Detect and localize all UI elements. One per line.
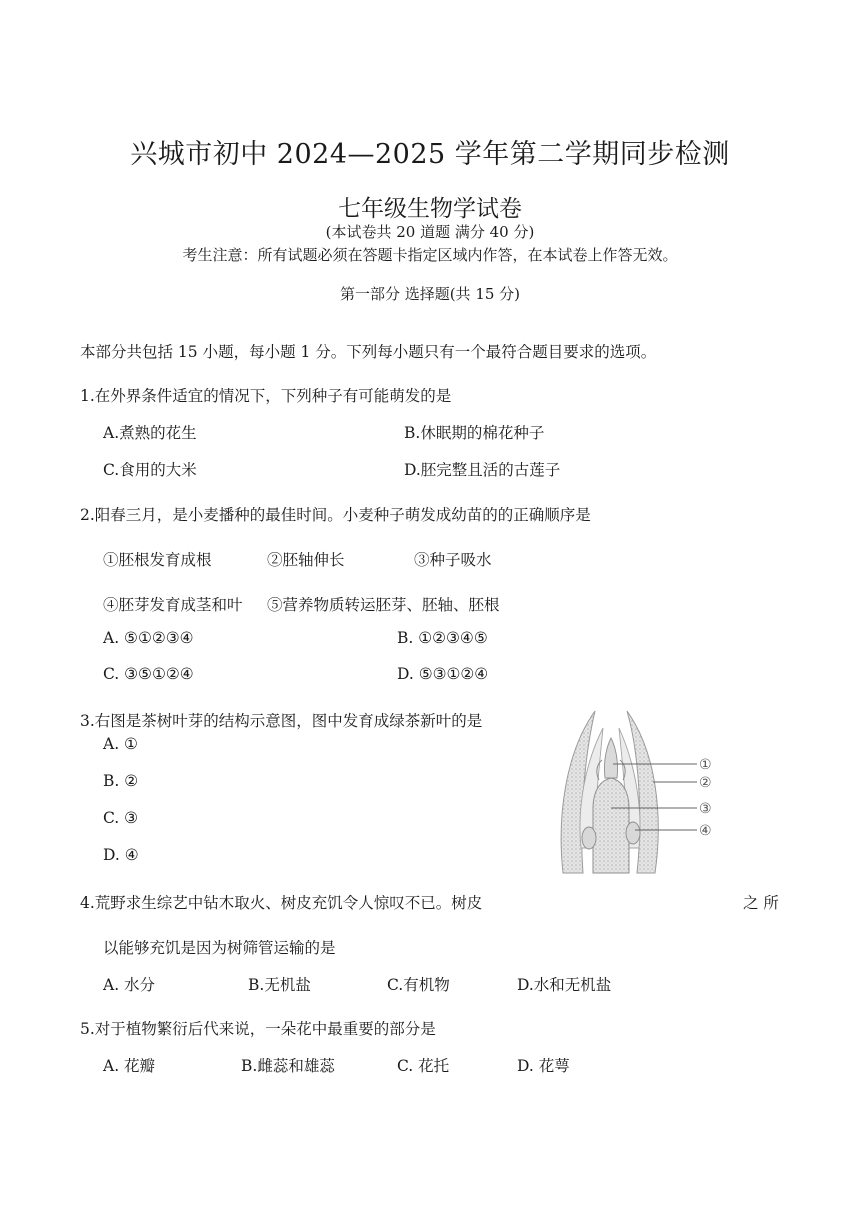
question-1-option-c: C.食用的大米 <box>103 461 197 479</box>
question-5-stem: 5.对于植物繁衍后代来说，一朵花中最重要的部分是 <box>80 1020 436 1038</box>
question-5-option-c: C. 花托 <box>397 1057 450 1075</box>
leaf-bud-diagram <box>555 708 725 878</box>
part-heading: 第一部分 选择题(共 15 分) <box>339 285 521 303</box>
question-1-stem: 1.在外界条件适宜的情况下，下列种子有可能萌发的是 <box>80 387 452 405</box>
exam-title: 兴城市初中 2024—2025 学年第二学期同步检测 <box>130 139 730 170</box>
question-4-stem-part-1: 4.荒野求生综艺中钻木取火、树皮充饥令人惊叹不已。树皮 <box>80 894 483 912</box>
question-2-step-2: ②胚轴伸长 <box>267 551 345 569</box>
question-2-step-4: ④胚芽发育成茎和叶 <box>103 596 243 614</box>
exam-notice: 考生注意：所有试题必须在答题卡指定区域内作答，在本试卷上作答无效。 <box>182 246 678 264</box>
question-4-option-a: A. 水分 <box>103 976 156 994</box>
question-1-option-a: A.煮熟的花生 <box>103 424 197 442</box>
question-3-stem: 3.右图是茶树叶芽的结构示意图，图中发育成绿茶新叶的是 <box>80 712 483 730</box>
question-2-option-a: A. ⑤①②③④ <box>103 629 194 647</box>
figure-label-3: ③ <box>699 801 712 817</box>
question-4-option-d: D.水和无机盐 <box>517 976 612 994</box>
question-4-option-c: C.有机物 <box>387 976 450 994</box>
question-5-option-a: A. 花瓣 <box>103 1057 156 1075</box>
figure-label-4: ④ <box>699 823 712 839</box>
figure-label-2: ② <box>699 775 712 791</box>
exam-info: (本试卷共 20 道题 满分 40 分) <box>325 223 535 241</box>
question-5-option-b: B.雌蕊和雄蕊 <box>241 1057 335 1075</box>
question-2-step-1: ①胚根发育成根 <box>103 551 212 569</box>
question-4-stem-part-2: 之 所 <box>743 894 779 912</box>
question-4-option-b: B.无机盐 <box>248 976 311 994</box>
question-3-option-d: D. ④ <box>103 846 139 864</box>
question-3-option-a: A. ① <box>103 735 138 753</box>
question-2-option-d: D. ⑤③①②④ <box>397 665 489 683</box>
question-2-step-3: ③种子吸水 <box>414 551 492 569</box>
question-3-option-c: C. ③ <box>103 809 139 827</box>
figure-label-1: ① <box>699 757 712 773</box>
question-2-option-c: C. ③⑤①②④ <box>103 665 194 683</box>
question-4-stem-part-3: 以能够充饥是因为树筛管运输的是 <box>103 939 336 957</box>
question-2-stem: 2.阳春三月，是小麦播种的最佳时间。小麦种子萌发成幼苗的的正确顺序是 <box>80 506 591 524</box>
section-instructions: 本部分共包括 15 小题，每小题 1 分。下列每小题只有一个最符合题目要求的选项。 <box>80 343 657 361</box>
question-1-option-d: D.胚完整且活的古莲子 <box>404 461 561 479</box>
question-2-option-b: B. ①②③④⑤ <box>397 629 488 647</box>
question-5-option-d: D. 花萼 <box>517 1057 570 1075</box>
question-2-step-5: ⑤营养物质转运胚芽、胚轴、胚根 <box>267 596 500 614</box>
exam-subtitle: 七年级生物学试卷 <box>338 196 522 222</box>
question-3-option-b: B. ② <box>103 772 139 790</box>
question-1-option-b: B.休眠期的棉花种子 <box>404 424 545 442</box>
